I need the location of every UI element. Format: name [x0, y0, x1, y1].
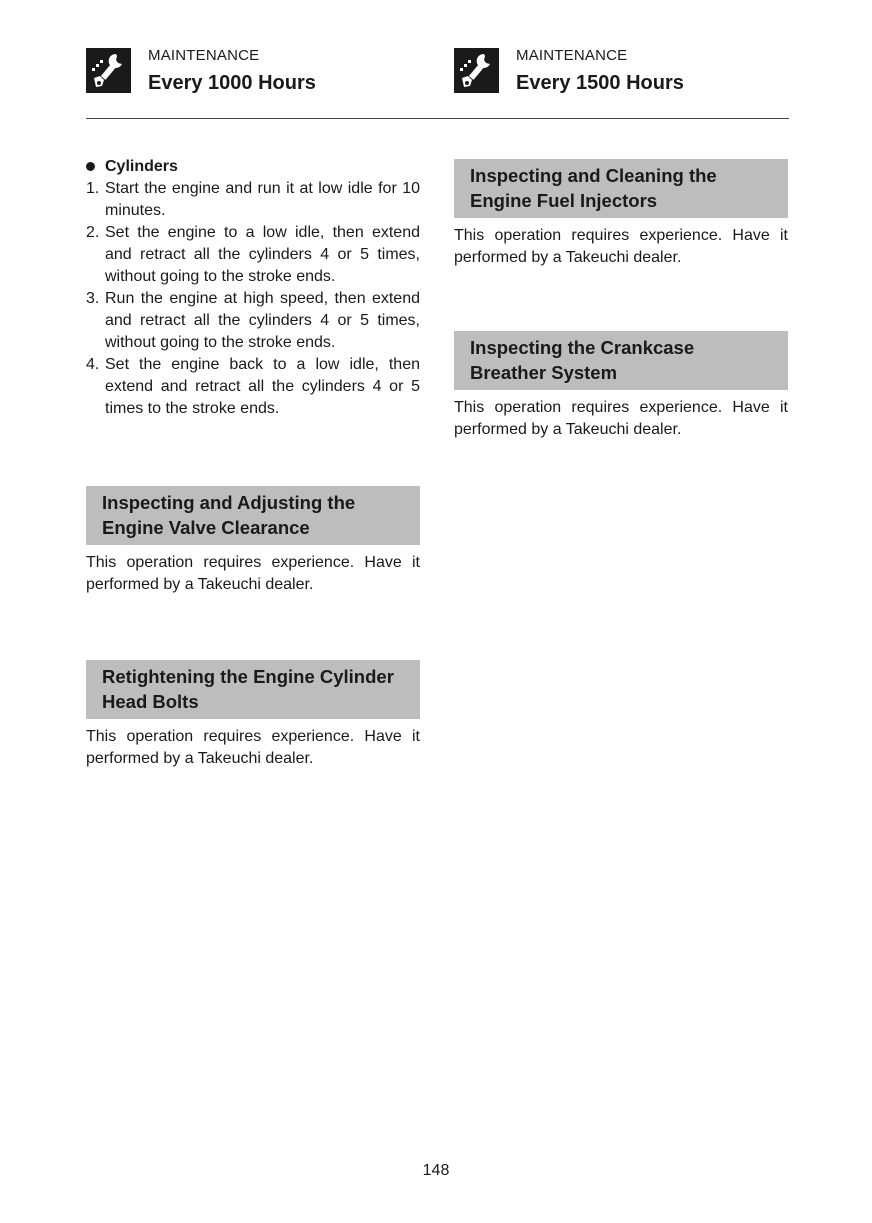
- section-fuel-injectors: [454, 159, 788, 269]
- section-title: Inspecting and Cleaning the Engine Fuel Injectors: [454, 159, 788, 218]
- step-number: 4.: [86, 356, 100, 373]
- step-item: [86, 288, 420, 354]
- header-category: MAINTENANCE: [148, 47, 260, 64]
- header-divider: [86, 118, 789, 119]
- step-number: 3.: [86, 290, 100, 307]
- step-number: 1.: [86, 180, 100, 197]
- step-text: Set the engine back to a low idle, then extend and retract all the cylinders 4 or 5 times to the stroke ends.: [105, 356, 420, 417]
- wrench-maintenance-icon: [86, 48, 131, 93]
- cylinders-heading: [86, 156, 420, 178]
- bullet-icon: [86, 162, 95, 171]
- page-number: 148: [422, 1162, 450, 1179]
- wrench-maintenance-icon: [454, 48, 499, 93]
- step-text: Start the engine and run it at low idle for 10 minutes.: [105, 180, 420, 219]
- right-column: [454, 159, 788, 441]
- header-title: Every 1500 Hours: [516, 72, 684, 94]
- section-head-bolts: [86, 660, 420, 770]
- cylinders-steps: [86, 178, 420, 420]
- step-item: [86, 222, 420, 288]
- section-crankcase-breather: [454, 331, 788, 441]
- step-number: 2.: [86, 224, 100, 241]
- step-item: [86, 178, 420, 222]
- step-text: Set the engine to a low idle, then extend and retract all the cylinders 4 or 5 times, without going to the stroke ends.: [105, 224, 420, 285]
- cylinders-heading-text: Cylinders: [105, 158, 178, 175]
- section-title: Retightening the Engine Cylinder Head Bolts: [86, 660, 420, 719]
- header-title: Every 1000 Hours: [148, 72, 316, 94]
- section-title: Inspecting and Adjusting the Engine Valve Clearance: [86, 486, 420, 545]
- section-body: This operation requires experience. Have it performed by a Takeuchi dealer.: [454, 227, 788, 266]
- step-text: Run the engine at high speed, then extend and retract all the cylinders 4 or 5 times, without going to the stroke ends.: [105, 290, 420, 351]
- step-item: [86, 354, 420, 420]
- left-column: [86, 150, 420, 770]
- section-valve-clearance: [86, 486, 420, 596]
- section-body: This operation requires experience. Have it performed by a Takeuchi dealer.: [86, 728, 420, 767]
- section-body: This operation requires experience. Have it performed by a Takeuchi dealer.: [454, 399, 788, 438]
- header-category: MAINTENANCE: [516, 47, 628, 64]
- section-body: This operation requires experience. Have it performed by a Takeuchi dealer.: [86, 554, 420, 593]
- section-title: Inspecting the Crankcase Breather System: [454, 331, 788, 390]
